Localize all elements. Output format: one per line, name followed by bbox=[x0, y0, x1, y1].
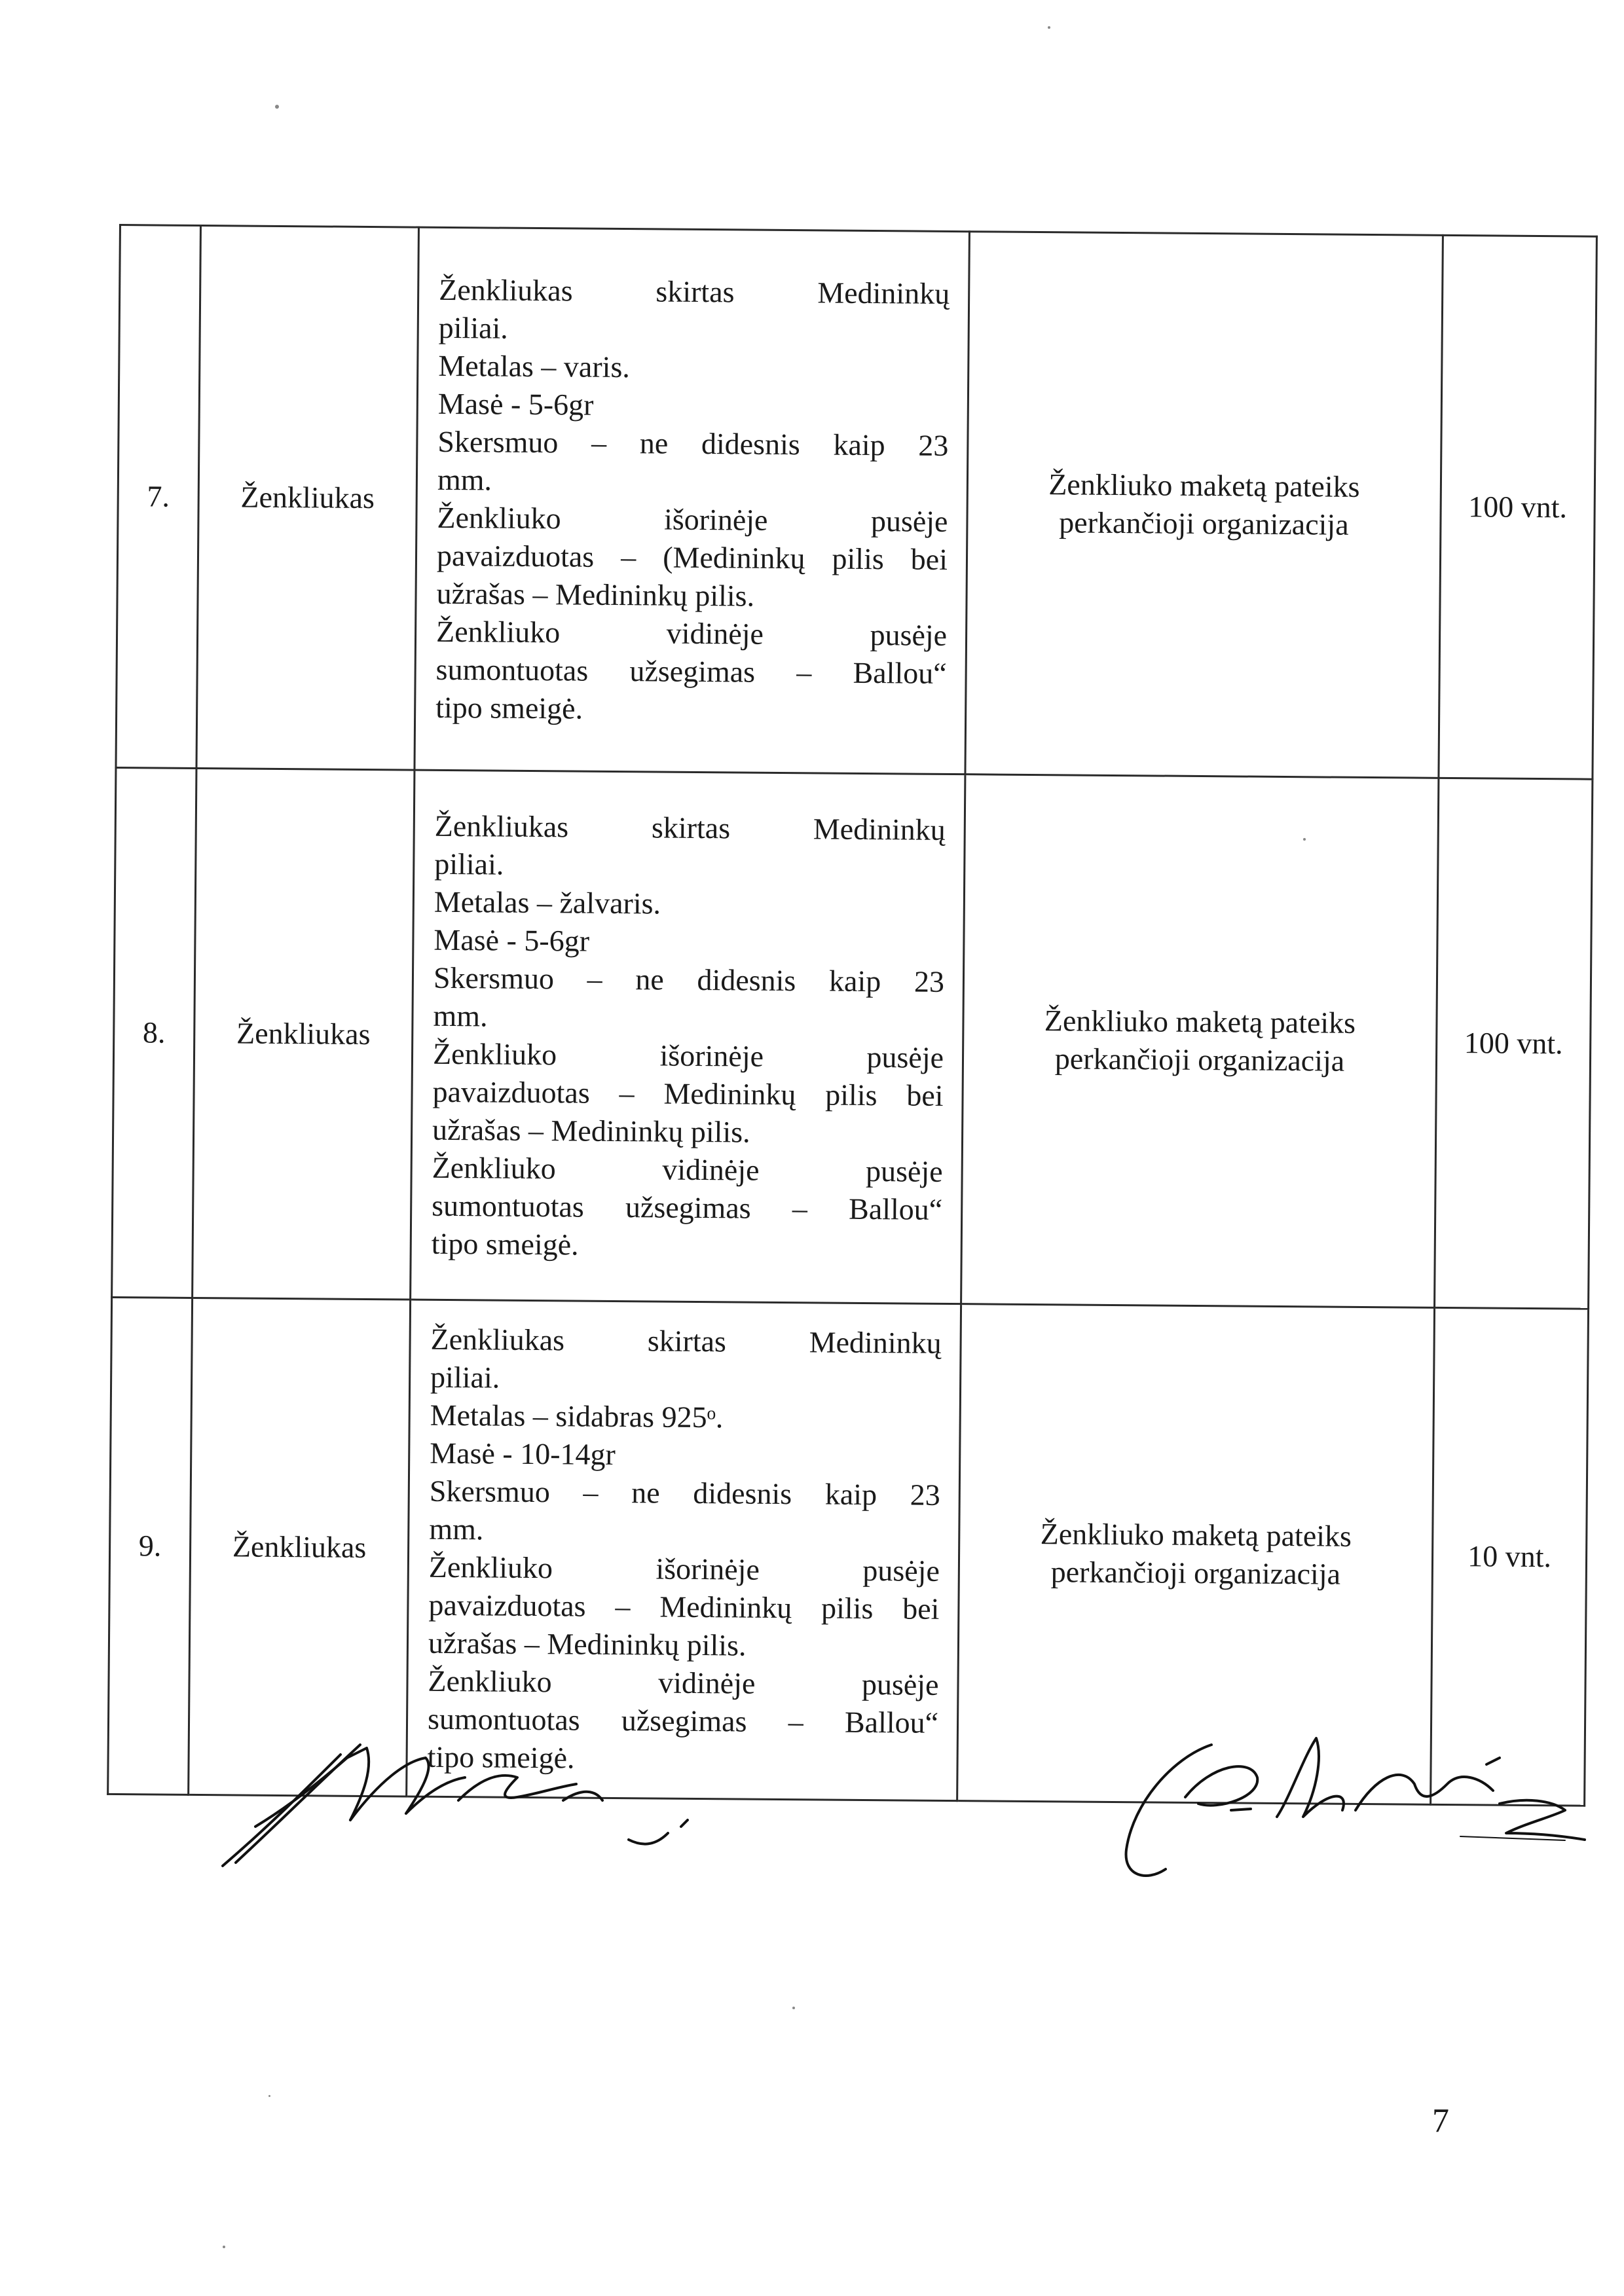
description-line: pavaizduotas – Medininkų pilis bei bbox=[432, 1074, 944, 1112]
description-line: Ženkliuko vidinėje pusėje bbox=[428, 1664, 939, 1702]
description-line: piliai. bbox=[430, 1360, 500, 1394]
description-line: Ženkliuko išorinėje pusėje bbox=[437, 500, 948, 538]
item-description bbox=[415, 227, 969, 774]
description-line: užrašas – Medininkų pilis. bbox=[432, 1112, 750, 1149]
description-line: pavaizduotas – (Medininkų pilis bei bbox=[436, 538, 948, 576]
scan-speck bbox=[792, 2007, 795, 2009]
item-note bbox=[961, 774, 1439, 1308]
description-line: pavaizduotas – Medininkų pilis bei bbox=[428, 1588, 940, 1626]
signature-left bbox=[210, 1728, 707, 1879]
description-line: Skersmuo – ne didesnis kaip 23 bbox=[429, 1474, 940, 1512]
table-row bbox=[116, 225, 1596, 780]
item-description bbox=[407, 1300, 961, 1801]
note-line: Ženkliuko maketą pateiks bbox=[1048, 467, 1360, 503]
description-line: Skersmuo – ne didesnis kaip 23 bbox=[437, 424, 949, 462]
description-line: Ženkliuko vidinėje pusėje bbox=[435, 614, 948, 652]
description-line: mm. bbox=[429, 1512, 484, 1546]
description-line: piliai. bbox=[438, 310, 509, 345]
scan-speck bbox=[1303, 838, 1306, 841]
item-quantity: 10 vnt. bbox=[1431, 1307, 1589, 1806]
description-line: užrašas – Medininkų pilis. bbox=[428, 1626, 747, 1662]
scan-speck bbox=[275, 105, 279, 109]
description-line: tipo smeigė. bbox=[431, 1226, 579, 1262]
item-quantity: 100 vnt. bbox=[1439, 235, 1597, 779]
item-note bbox=[965, 232, 1443, 778]
description-line: Ženkliukas skirtas Medininkų bbox=[434, 809, 946, 847]
description-line: mm. bbox=[437, 462, 492, 497]
description-line: tipo smeigė. bbox=[435, 690, 583, 725]
row-number: 9. bbox=[108, 1297, 193, 1795]
description-line: užrašas – Medininkų pilis. bbox=[436, 576, 755, 613]
item-description bbox=[411, 770, 965, 1304]
specification-table bbox=[107, 224, 1598, 1807]
page-number: 7 bbox=[1432, 2102, 1449, 2140]
description-line: mm. bbox=[433, 998, 488, 1033]
description-line: Metalas – sidabras 925ᵒ. bbox=[430, 1398, 724, 1434]
scan-speck bbox=[1048, 26, 1050, 29]
description-line: Metalas – varis. bbox=[438, 348, 631, 384]
row-number: 7. bbox=[116, 225, 201, 769]
description-line: Masė - 5-6gr bbox=[434, 922, 590, 958]
description-line: Ženkliukas skirtas Medininkų bbox=[439, 272, 950, 310]
description-line: Masė - 10-14gr bbox=[430, 1436, 616, 1472]
description-line: Ženkliuko išorinėje pusėje bbox=[428, 1550, 940, 1588]
note-line: Ženkliuko maketą pateiks bbox=[1044, 1004, 1356, 1040]
description-line: Ženkliuko vidinėje pusėje bbox=[432, 1150, 943, 1188]
item-name: Ženkliukas bbox=[193, 768, 415, 1300]
description-line: piliai. bbox=[434, 847, 504, 881]
description-line: sumontuotas užsegimas – Ballou“ bbox=[427, 1702, 939, 1740]
description-line: Skersmuo – ne didesnis kaip 23 bbox=[433, 960, 945, 998]
scan-speck bbox=[223, 2246, 225, 2248]
note-line: perkančioji organizacija bbox=[1059, 505, 1349, 541]
note-line: perkančioji organizacija bbox=[1050, 1555, 1341, 1591]
description-line: Ženkliuko išorinėje pusėje bbox=[432, 1036, 944, 1074]
item-name: Ženkliukas bbox=[196, 225, 419, 770]
item-quantity: 100 vnt. bbox=[1435, 778, 1593, 1309]
item-name: Ženkliukas bbox=[189, 1298, 411, 1796]
note-line: perkančioji organizacija bbox=[1054, 1042, 1345, 1078]
table-row bbox=[112, 767, 1593, 1309]
description-line: Metalas – žalvaris. bbox=[434, 884, 661, 920]
description-line: sumontuotas užsegimas – Ballou“ bbox=[435, 652, 947, 690]
note-line: Ženkliuko maketą pateiks bbox=[1040, 1517, 1352, 1553]
description-line: tipo smeigė. bbox=[427, 1740, 575, 1775]
description-line: sumontuotas užsegimas – Ballou“ bbox=[432, 1188, 943, 1226]
scan-speck bbox=[268, 2095, 270, 2097]
description-line: Masė - 5-6gr bbox=[437, 386, 594, 422]
row-number: 8. bbox=[112, 767, 196, 1298]
description-line: Ženkliukas skirtas Medininkų bbox=[430, 1322, 942, 1360]
signature-right bbox=[1107, 1719, 1604, 1889]
